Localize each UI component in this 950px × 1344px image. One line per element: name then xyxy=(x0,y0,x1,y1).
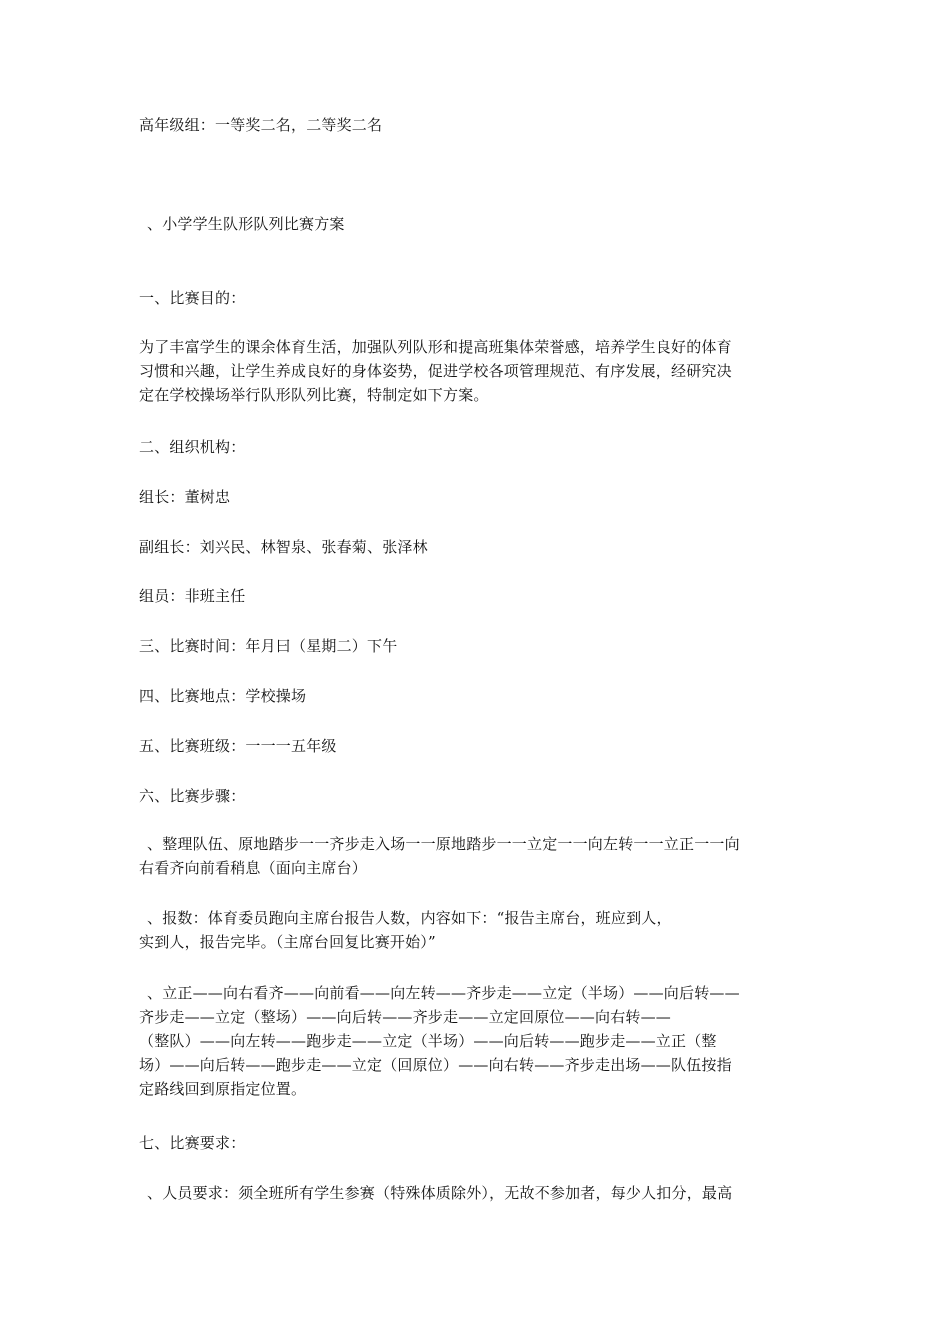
paragraph-line: 右看齐向前看稍息（面向主席台） xyxy=(139,859,368,877)
award-line: 高年级组：一等奖二名，二等奖二名 xyxy=(139,116,383,134)
section-heading-requirements: 七、比赛要求： xyxy=(139,1134,246,1152)
paragraph-line: 实到人，报告完毕。（主席台回复比赛开始）” xyxy=(139,933,436,951)
step-3-paragraph xyxy=(139,981,827,1101)
paragraph-line: 、立正——向右看齐——向前看——向左转——齐步走——立定（半场）——向后转—— xyxy=(147,984,740,1002)
location-line: 四、比赛地点：学校操场 xyxy=(139,687,307,705)
time-line: 三、比赛时间：年月曰（星期二）下午 xyxy=(139,637,398,655)
purpose-paragraph xyxy=(139,335,819,407)
paragraph-line: 、整理队伍、原地踏步一一齐步走入场一一原地踏步一一立定一一向左转一一立正一一向 xyxy=(147,835,740,853)
leader-line: 组长：董树忠 xyxy=(139,488,231,506)
classes-line: 五、比赛班级：一一一五年级 xyxy=(139,737,337,755)
document-title: 、小学学生队形队列比赛方案 xyxy=(147,215,345,233)
paragraph-line: 为了丰富学生的课余体育生活，加强队列队形和提高班集体荣誉感，培养学生良好的体育 xyxy=(139,338,732,356)
section-heading-organization: 二、组织机构： xyxy=(139,438,246,456)
section-heading-purpose: 一、比赛目的： xyxy=(139,289,246,307)
section-heading-steps: 六、比赛步骤： xyxy=(139,787,246,805)
step-2-paragraph xyxy=(139,906,827,954)
paragraph-line: 定在学校操场举行队形队列比赛，特制定如下方案。 xyxy=(139,386,489,404)
paragraph-line: 场）——向后转——跑步走——立定（回原位）——向右转——齐步走出场——队伍按指 xyxy=(139,1056,732,1074)
paragraph-line: 、报数：体育委员跑向主席台报告人数，内容如下：“报告主席台，班应到人， xyxy=(147,909,672,927)
paragraph-line: 习惯和兴趣，让学生养成良好的身体姿势，促进学校各项管理规范、有序发展，经研究决 xyxy=(139,362,732,380)
paragraph-line: （整队）——向左转——跑步走——立定（半场）——向后转——跑步走——立正（整 xyxy=(139,1032,717,1050)
requirement-1-line: 、人员要求：须全班所有学生参赛（特殊体质除外），无故不参加者，每少人扣分，最高 xyxy=(147,1184,733,1202)
vice-leaders-line: 副组长：刘兴民、林智泉、张春菊、张泽林 xyxy=(139,538,428,556)
paragraph-line: 定路线回到原指定位置。 xyxy=(139,1080,307,1098)
paragraph-line: 齐步走——立定（整场）——向后转——齐步走——立定回原位——向右转—— xyxy=(139,1008,672,1026)
members-line: 组员：非班主任 xyxy=(139,587,246,605)
step-1-paragraph xyxy=(139,832,827,880)
